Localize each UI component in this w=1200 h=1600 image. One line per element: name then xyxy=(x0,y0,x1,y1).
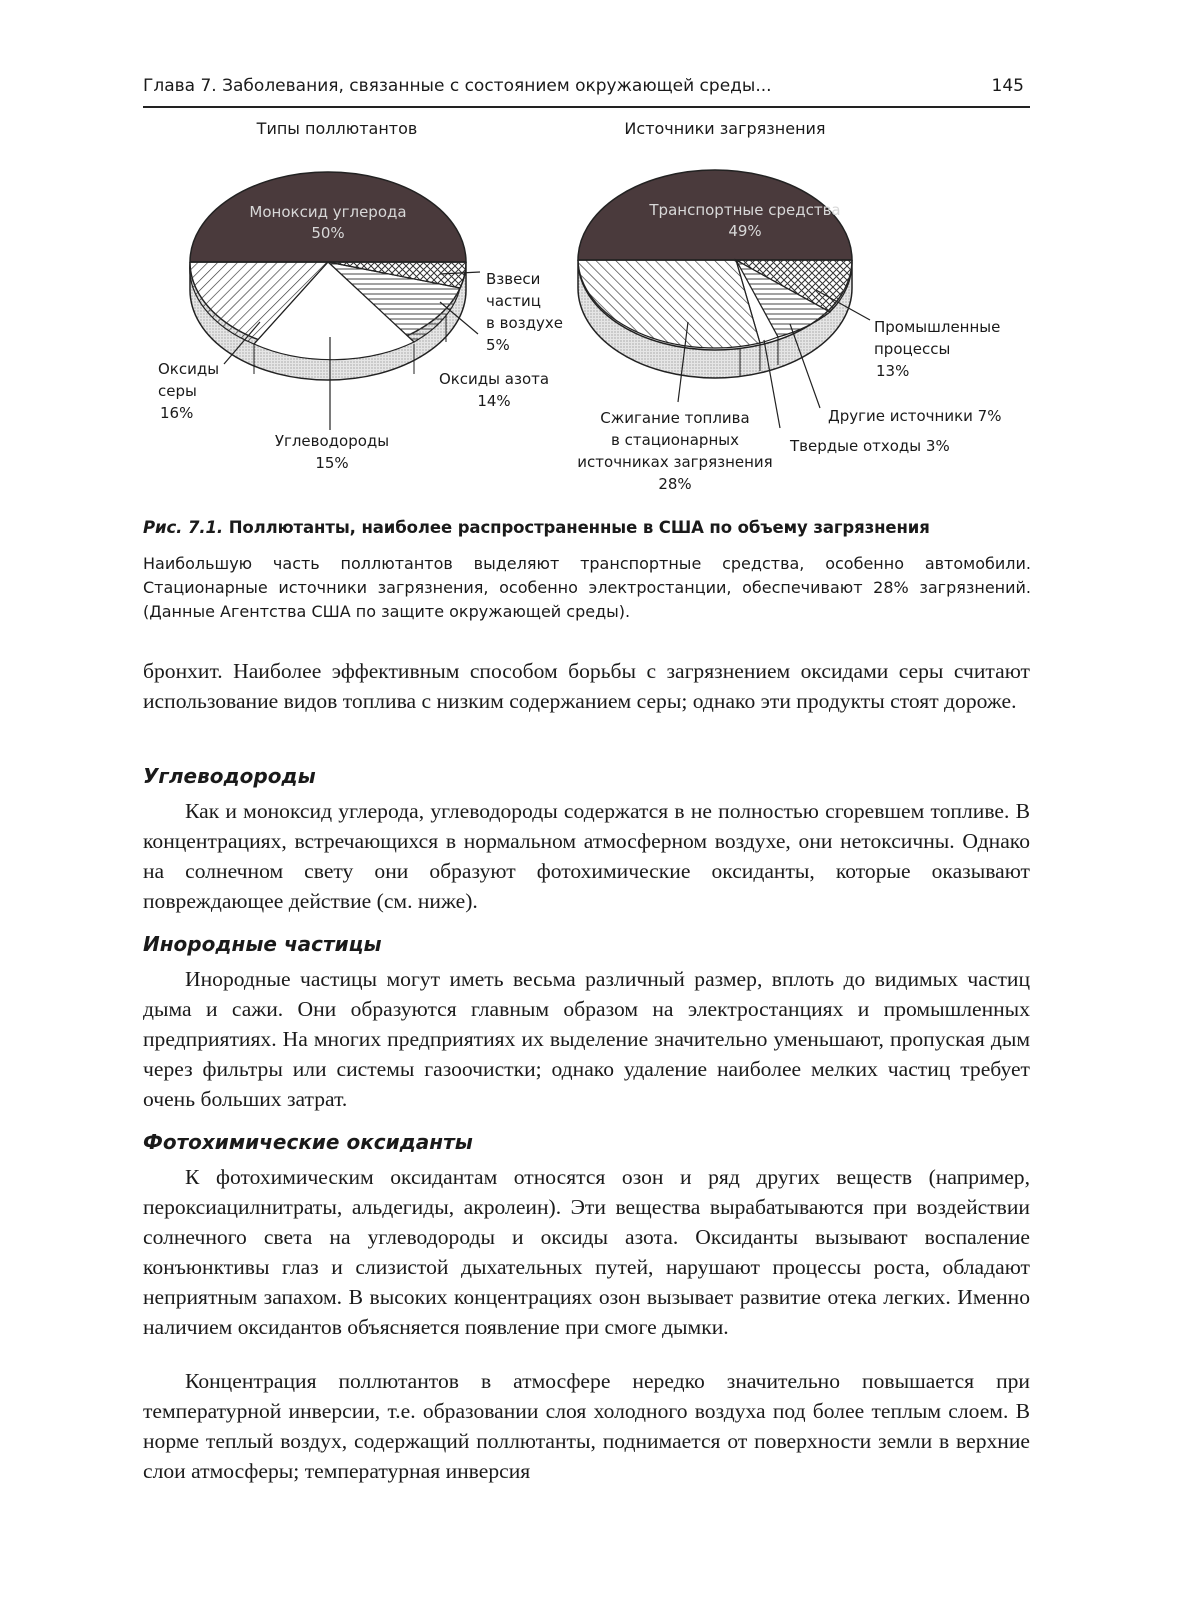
left-hc-pct: 15% xyxy=(315,454,349,472)
left-particles-pct: 5% xyxy=(486,336,510,354)
paragraph-4: К фотохимическим оксидантам относятся озон и ряд других веществ (например, пероксиацилнитраты, альдегиды, акролеин). Эти вещества вырабатываются при воздействии солнечного света на углеводороды и оксиды азота. Оксиданты вызывают воспаление конъюнктивы глаз и слизистой дыхательных путей, нарушают процессы роста, обладают неприятным запахом. В высоких концентрациях озон вызывает развитие отека легких. Именно наличием оксидантов объясняется появление при смоге дымки. xyxy=(143,1165,1030,1339)
left-nox-pct: 14% xyxy=(477,392,511,410)
heading-particles: Инородные частицы xyxy=(143,932,382,956)
left-particles-1: Взвеси xyxy=(486,270,541,288)
left-sox-1: Оксиды xyxy=(158,360,220,378)
right-other: Другие источники 7% xyxy=(828,407,1002,425)
left-hc-1: Углеводороды xyxy=(274,432,390,450)
pie-charts-svg xyxy=(140,112,1040,502)
heading-hydrocarbons: Углеводороды xyxy=(143,764,316,788)
left-chart-title: Типы поллютантов xyxy=(256,119,418,138)
heading-oxidants: Фотохимические оксиданты xyxy=(143,1130,473,1154)
figure-caption-title xyxy=(143,518,930,537)
page-number: 145 xyxy=(991,76,1024,96)
right-transport-pct: 49% xyxy=(728,222,762,240)
paragraph-2: Как и моноксид углерода, углеводороды содержатся в не полностью сгоревшем топливе. В концентрациях, встречающихся в нормальном атмосферном воздухе, они нетоксичны. Однако на солнечном свету они образуют фотохимические оксиданты, которые оказывают повреждающее действие (см. ниже). xyxy=(143,799,1030,913)
right-transport-label: Транспортные средства xyxy=(649,201,841,219)
left-co-label: Моноксид углерода xyxy=(249,203,407,221)
right-industry-pct: 13% xyxy=(876,362,910,380)
left-particles-2: частиц xyxy=(486,292,541,310)
right-industry-2: процессы xyxy=(874,340,951,358)
left-nox-1: Оксиды азота xyxy=(438,370,550,388)
right-fuel-1: Сжигание топлива xyxy=(600,409,750,427)
left-sox-pct: 16% xyxy=(160,404,194,422)
left-pie xyxy=(190,172,480,430)
right-fuel-pct: 28% xyxy=(658,475,692,493)
right-fuel-2: в стационарных xyxy=(611,431,739,449)
figure-number: Рис. 7.1. xyxy=(143,518,224,537)
paragraph-3: Инородные частицы могут иметь весьма различный размер, вплоть до видимых частиц дыма и сажи. Они образуются главным образом на электростанциях и промышленных предприятиях. На многих предприятиях их выделение значительно уменьшают, пропуская дым через фильтры или системы газоочистки; однако удаление наиболее мелких частиц требует очень больших затрат. xyxy=(143,967,1030,1111)
left-sox-2: серы xyxy=(158,382,197,400)
right-solid: Твердые отходы 3% xyxy=(790,437,950,455)
paragraph-1: бронхит. Наиболее эффективным способом борьбы с загрязнением оксидами серы считают использование видов топлива с низким содержанием серы; однако эти продукты стоят дороже. xyxy=(143,659,1030,713)
left-co-pct: 50% xyxy=(311,224,345,242)
left-particles-3: в воздухе xyxy=(486,314,563,332)
figure-caption-body: Наибольшую часть поллютантов выделяют транспортные средства, особенно автомобили. Стационарные источники загрязнения, особенно электростанции, обеспечивают 28% загрязнений. (Данные Агентства США по защите окружающей среды). xyxy=(143,554,1031,621)
running-header xyxy=(143,74,1030,108)
figure-caption-text: Поллютанты, наиболее распространенные в США по объему загрязнения xyxy=(228,518,930,537)
right-fuel-3: источниках загрязнения xyxy=(577,453,773,471)
right-pie xyxy=(578,170,870,428)
paragraph-5: Концентрация поллютантов в атмосфере нередко значительно повышается при температурной инверсии, т.е. образовании слоя холодного воздуха под более теплым слоем. В норме теплый воздух, содержащий поллютанты, поднимается от поверхности земли в верхние слои атмосферы; температурная инверсия xyxy=(143,1369,1030,1483)
right-industry-1: Промышленные xyxy=(874,318,1001,336)
chapter-title: Глава 7. Заболевания, связанные с состоянием окружающей среды... xyxy=(143,76,772,96)
right-chart-title: Источники загрязнения xyxy=(624,119,826,138)
figure-pollutants xyxy=(140,112,1040,502)
